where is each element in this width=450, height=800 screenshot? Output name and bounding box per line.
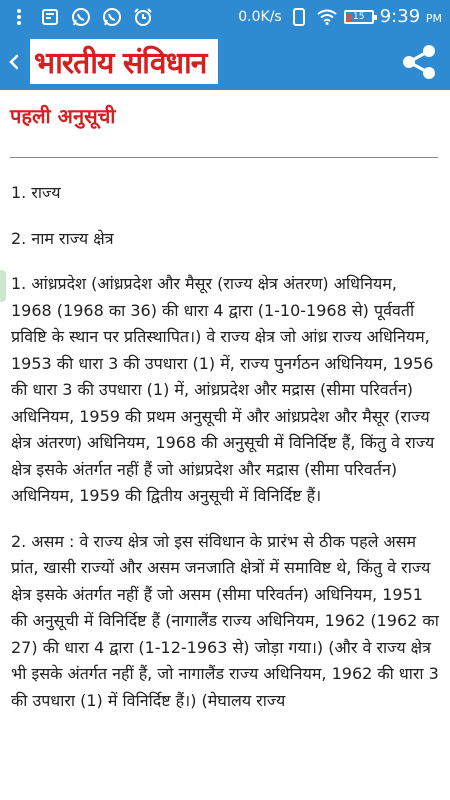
more-dots-icon: [8, 6, 30, 28]
paragraph: 1. राज्य: [11, 183, 61, 202]
whatsapp-icon: [101, 6, 123, 28]
article-body: [11, 180, 440, 733]
section-heading: पहली अनुसूची: [10, 104, 116, 128]
whatsapp-icon: [70, 6, 92, 28]
share-button[interactable]: [398, 39, 440, 84]
clock: [380, 6, 442, 27]
alarm-icon: [132, 6, 154, 28]
battery-icon: [344, 10, 374, 24]
app-title: भारतीय संविधान: [34, 46, 207, 81]
paragraph: 2. असम : वे राज्य क्षेत्र जो इस संविधान के प्रारंभ से ठीक पहले असम प्रांत, खासी राज्यों और असम जनजाति क्षेत्रों में समाविष्ट थे, किंतु वे राज्य क्षेत्र इसके अंतर्गत नहीं हैं जो असम (सीमा परिवर्तन) अधिनियम, 1951 की अनुसूची में विनिर्दिष्ट हैं (नागालैंड राज्य अधिनियम, 1962 (1962 का 27) की धारा 4 द्वारा (1-12-1963 से) जोड़ा गया।) (और वे राज्य क्षेत्र भी इसके अंतर्गत नहीं हैं, जो नागालैंड राज्य अधिनियम, 1962 की धारा 3 की उपधारा (1) में विनिर्दिष्ट हैं।) (मेघालय राज्य: [11, 531, 439, 710]
app-bar: [0, 33, 450, 90]
wifi-icon: [316, 6, 338, 28]
app-title-logo: [30, 39, 218, 84]
share-icon: [399, 42, 439, 82]
battery-level: 15: [352, 11, 365, 22]
paragraph: 1. आंध्रप्रदेश (आंध्रप्रदेश और मैसूर (राज्य क्षेत्र अंतरण) अधिनियम, 1968 (1968 का 36) की धारा 4 द्वारा (1-10-1968 से) पूर्ववर्ती प्रविष्टि के स्थान पर प्रतिस्थापित।) वे राज्य क्षेत्र जो आंध्र राज्य अधिनियम, 1953 की धारा 3 की उपधारा (1) में, राज्य पुनर्गठन अधिनियम, 1956 की धारा 3 की उपधारा (1) में, आंध्रप्रदेश और मद्रास (सीमा परिवर्तन) अधिनियम, 1959 की प्रथम अनुसूची में और आंध्रप्रदेश और मैसूर (राज्य क्षेत्र अंतरण) अधिनियम, 1968 की अनुसूची में विनिर्दिष्ट हैं, किंतु वे राज्य क्षेत्र इसके अंतर्गत नहीं हैं जो आंध्रप्रदेश और मद्रास (सीमा परिवर्तन) अधिनियम, 1959 की द्वितीय अनुसूची में विनिर्दिष्ट हैं।: [11, 274, 435, 505]
notification-icon: [39, 6, 61, 28]
status-bar: [0, 0, 450, 33]
article-content[interactable]: [0, 90, 450, 800]
clock-ampm: PM: [425, 12, 442, 25]
chevron-left-icon: [8, 52, 20, 72]
clock-time: 9:39: [379, 6, 421, 27]
network-speed: 0.0K/s: [238, 8, 282, 25]
notification-icons: [8, 6, 154, 28]
phone-signal-icon: [288, 6, 310, 28]
scroll-handle[interactable]: [0, 270, 6, 302]
divider: [10, 157, 438, 158]
back-button[interactable]: [0, 33, 28, 90]
status-indicators: [238, 6, 442, 28]
paragraph: 2. नाम राज्य क्षेत्र: [11, 228, 114, 248]
